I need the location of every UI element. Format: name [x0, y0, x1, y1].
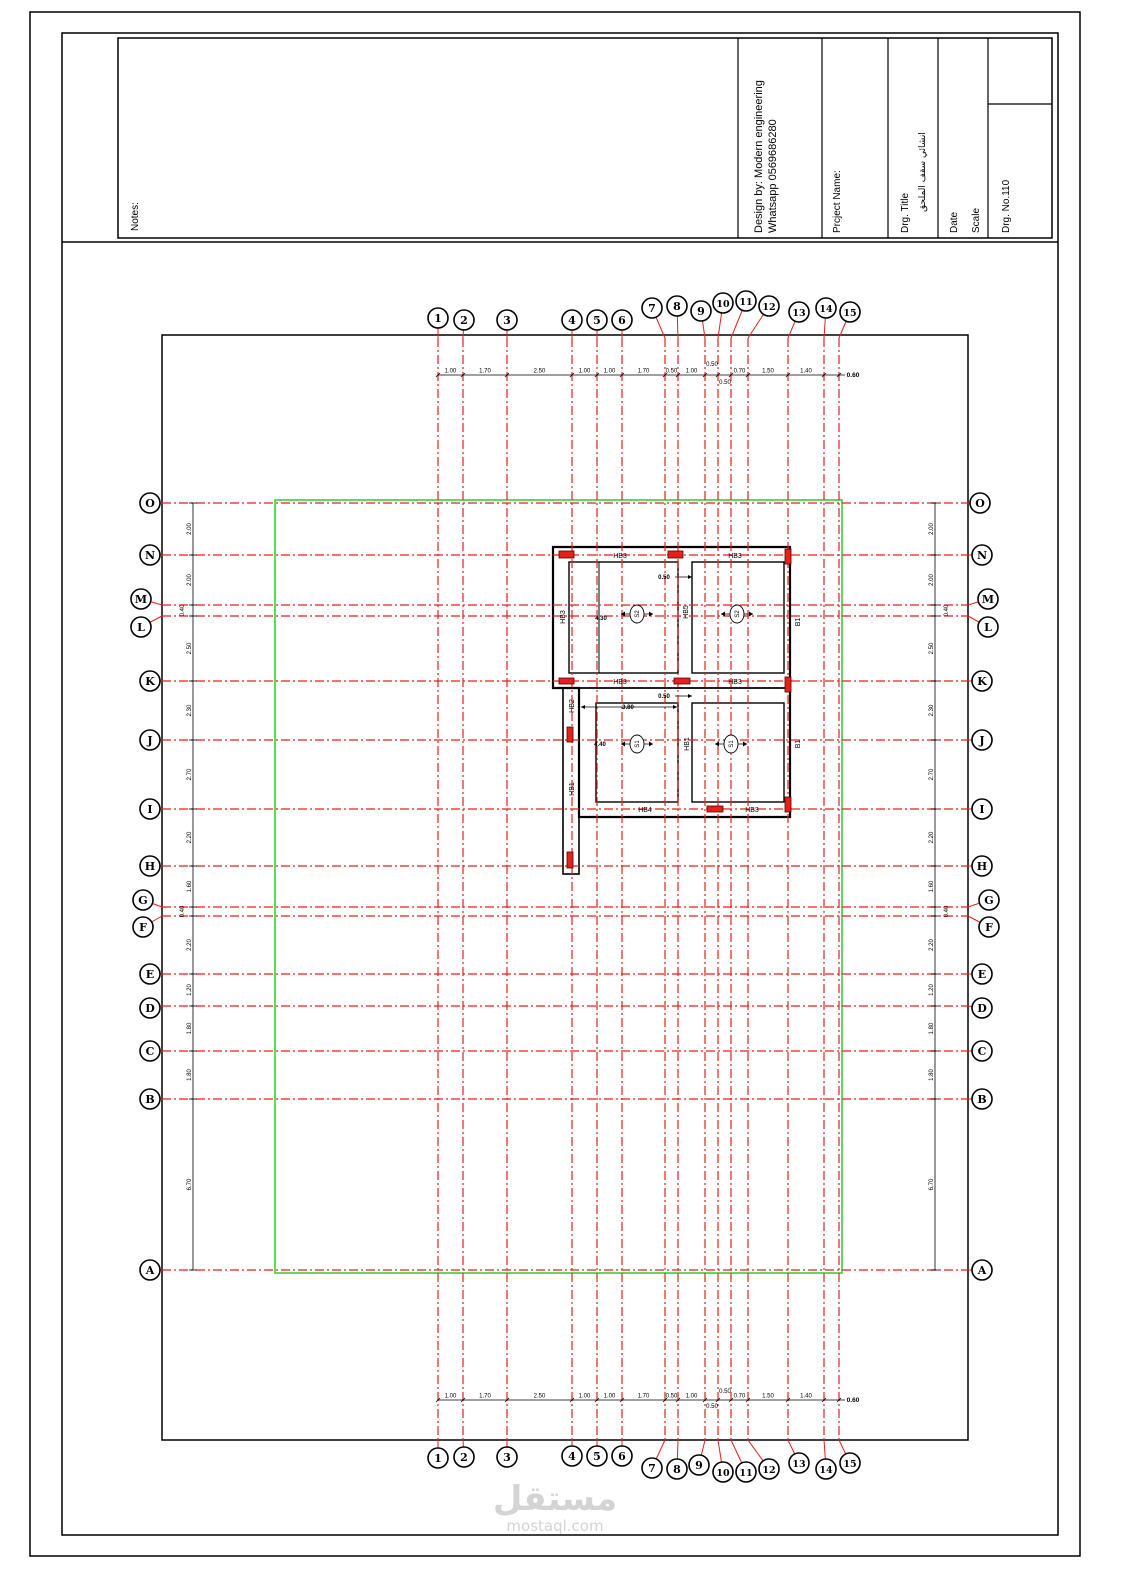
grid-bubble-label: A [145, 1264, 155, 1277]
row-spacing-label-right: 1.20 [929, 984, 935, 996]
row-spacing-label-right: 2.00 [929, 523, 935, 535]
grid-bubble-label: 12 [762, 302, 776, 313]
grid-bubble-label: G [984, 894, 994, 907]
column-spacing-label-bottom: 1.50 [762, 1393, 774, 1400]
beam-label: HB1 [684, 737, 691, 751]
grid-bubble-label: K [145, 675, 155, 688]
beam-label: HB3 [560, 610, 567, 624]
grid-bubble-label: I [979, 803, 985, 816]
beam-label: HB1 [569, 782, 576, 796]
grid-bubble-label: 1 [434, 312, 442, 325]
grid-bubble-col-11-top [736, 291, 756, 311]
column-spacing-label-top: 1.70 [637, 368, 650, 375]
row-spacing-label-left: 1.60 [187, 880, 193, 893]
row-spacing-label-left: 2.00 [187, 574, 193, 586]
row-spacing-label-right: 2.50 [929, 642, 935, 655]
grid-bubble-label: 15 [843, 308, 857, 319]
column [707, 806, 723, 812]
grid-bubble-row-I-left [140, 799, 160, 819]
column-spacing-label-top: 0.60 [846, 372, 860, 379]
grid-bubble-label: H [144, 860, 156, 873]
slab-label: S2 [735, 610, 741, 618]
grid-bubble-label: B [977, 1093, 987, 1106]
grid-bubble-label: K [977, 675, 987, 688]
notes-label: Notes: [130, 202, 141, 231]
column-spacing-label-top: 0.50 [665, 368, 678, 375]
grid-bubble-row-G-right [979, 890, 999, 910]
column-spacing-label-bottom: 1.00 [603, 1393, 616, 1400]
beam-label: HB3 [613, 553, 627, 560]
beam-label: B1 [795, 617, 802, 627]
column [559, 678, 574, 684]
column-spacing-label-top: 1.00 [603, 368, 616, 375]
grid-bubble-label: M [981, 593, 995, 606]
grid-bubble-label: M [134, 593, 148, 606]
internal-dim-label: 0.50 [658, 575, 670, 581]
grid-bubble-row-N-left [140, 545, 160, 565]
grid-bubble-label: 13 [792, 1459, 806, 1470]
scale-label: Scale [971, 207, 982, 233]
grid-bubble-row-M-right [978, 589, 998, 609]
grid-bubble-col-9-top [691, 301, 711, 321]
slab-label: S1 [635, 740, 641, 748]
grid-bubble-label: 14 [819, 304, 833, 315]
grid-bubble-row-J-left [140, 730, 160, 750]
grid-bubble-col-1-top [428, 308, 448, 328]
grid-bubble-row-O-right [970, 493, 990, 513]
row-spacing-label-left: 2.50 [187, 642, 193, 655]
grid-bubble-label: 7 [648, 302, 656, 315]
grid-bubble-row-H-right [972, 856, 992, 876]
grid-bubble-col-4-top [562, 310, 582, 330]
grid-bubble-label: J [979, 734, 985, 747]
grid-bubble-label: 11 [739, 1468, 753, 1479]
internal-dim-label: 0.50 [658, 694, 670, 700]
grid-bubble-label: 5 [593, 314, 601, 327]
beam-label: HB4 [638, 807, 652, 814]
grid-bubble-label: O [145, 497, 155, 510]
column-spacing-label-top: 0.70 [733, 368, 746, 375]
grid-bubble-row-B-right [972, 1089, 992, 1109]
grid-bubble-row-I-right [972, 799, 992, 819]
grid-bubble-row-M-left [131, 589, 151, 609]
design-by-text: Design by: Modern engineering [753, 80, 765, 233]
row-spacing-label-left: 1.20 [187, 984, 193, 996]
beam-label: HB3 [613, 679, 627, 686]
grid-bubble-label: 8 [673, 300, 681, 313]
row-spacing-label-left: 6.70 [187, 1178, 193, 1191]
grid-bubble-col-15-top [840, 302, 860, 322]
grid-bubble-label: 15 [843, 1459, 857, 1470]
grid-bubble-row-A-left [140, 1260, 160, 1280]
whatsapp-text: Whatsapp 0569686280 [767, 119, 779, 233]
grid-bubble-row-L-right [978, 617, 998, 637]
grid-bubble-col-2-top [454, 310, 474, 330]
column-spacing-label-top: 0.50 [719, 380, 731, 386]
row-spacing-label-left: 2.20 [187, 939, 193, 951]
grid-bubble-col-7-bottom [642, 1458, 662, 1478]
grid-bubble-col-13-top [789, 302, 809, 322]
row-spacing-label-left: 2.30 [187, 704, 193, 717]
grid-bubble-label: 3 [503, 314, 511, 327]
grid-bubble-label: D [145, 1002, 155, 1015]
column [785, 549, 791, 564]
row-spacing-label-right: 6.70 [929, 1178, 935, 1191]
grid-bubble-label: 4 [568, 1450, 576, 1463]
grid-bubble-label: 11 [739, 297, 753, 308]
grid-bubble-label: I [147, 803, 153, 816]
grid-bubble-label: 4 [568, 314, 576, 327]
watermark-arabic: مستقل [492, 1479, 618, 1519]
internal-dim-label: 4.40 [594, 742, 606, 748]
grid-bubble-label: 14 [819, 1465, 833, 1476]
grid-bubble-label: E [977, 968, 987, 981]
column [674, 678, 690, 684]
grid-bubble-col-7-top [642, 298, 662, 318]
grid-bubble-label: F [139, 921, 147, 934]
grid-bubble-col-10-top [713, 293, 733, 313]
drawing-title-value: انشائي سقف الملحق [918, 132, 928, 212]
grid-bubble-col-4-bottom [562, 1446, 582, 1466]
row-spacing-label-right: 0.40 [944, 604, 950, 617]
row-spacing-label-left: 2.00 [187, 523, 193, 535]
grid-bubble-label: B [145, 1093, 155, 1106]
internal-dim-label: 4.30 [595, 616, 607, 622]
grid-bubble-col-6-top [612, 310, 632, 330]
grid-bubble-label: C [977, 1045, 987, 1058]
grid-bubble-row-L-left [131, 617, 151, 637]
grid-bubble-label: L [137, 621, 145, 634]
column-spacing-label-bottom: 0.50 [665, 1393, 678, 1400]
beam-label: HB3 [745, 807, 759, 814]
column-spacing-label-bottom: 0.50 [719, 1389, 731, 1395]
grid-bubble-col-5-top [587, 310, 607, 330]
grid-bubble-label: 10 [716, 299, 730, 310]
grid-bubble-label: 9 [697, 305, 705, 318]
grid-bubble-col-12-top [759, 296, 779, 316]
row-spacing-label-left: 2.20 [187, 831, 193, 844]
grid-bubble-row-N-right [972, 545, 992, 565]
grid-bubble-label: A [977, 1264, 987, 1277]
grid-bubble-label: O [975, 497, 985, 510]
column [567, 852, 573, 868]
slab-label: S2 [635, 610, 641, 618]
grid-bubble-col-14-bottom [816, 1459, 836, 1479]
grid-bubble-col-3-bottom [497, 1447, 517, 1467]
grid-bubble-row-D-left [140, 998, 160, 1018]
grid-bubble-col-14-top [816, 298, 836, 318]
grid-bubble-row-O-left [140, 493, 160, 513]
grid-bubble-row-F-right [979, 917, 999, 937]
grid-bubble-col-10-bottom [713, 1462, 733, 1482]
column-spacing-label-bottom: 1.70 [479, 1393, 491, 1400]
row-spacing-label-left: 0.40 [180, 905, 186, 918]
grid-bubble-label: C [145, 1045, 155, 1058]
grid-bubble-label: J [147, 734, 153, 747]
grid-bubble-col-8-bottom [667, 1459, 687, 1479]
column [785, 797, 791, 812]
grid-bubble-label: H [976, 860, 988, 873]
grid-bubble-label: 5 [593, 1450, 601, 1463]
grid-bubble-col-13-bottom [789, 1453, 809, 1473]
row-spacing-label-left: 1.80 [187, 1069, 193, 1081]
row-spacing-label-right: 0.40 [944, 905, 950, 918]
grid-bubble-label: 3 [503, 1451, 511, 1464]
grid-bubble-col-2-bottom [454, 1447, 474, 1467]
column-spacing-label-top: 1.00 [578, 368, 591, 375]
column-spacing-label-bottom: 1.00 [685, 1393, 698, 1400]
grid-bubble-label: 12 [762, 1465, 776, 1476]
grid-bubble-col-3-top [497, 310, 517, 330]
grid-bubble-label: E [145, 968, 155, 981]
row-spacing-label-left: 2.70 [187, 768, 193, 781]
column-spacing-label-top: 1.50 [762, 368, 774, 375]
drawing-title-label: Drg. Title [900, 192, 911, 233]
column-spacing-label-bottom: 1.00 [578, 1393, 591, 1400]
grid-bubble-row-D-right [972, 998, 992, 1018]
internal-dim-label: 3.80 [622, 705, 634, 711]
row-spacing-label-right: 2.20 [929, 831, 935, 844]
grid-bubble-label: 2 [460, 314, 468, 327]
column [668, 551, 683, 558]
row-spacing-label-right: 1.80 [929, 1069, 935, 1081]
grid-bubble-col-6-bottom [612, 1446, 632, 1466]
beam-label: B1 [795, 739, 802, 749]
grid-bubble-col-11-bottom [736, 1462, 756, 1482]
column [567, 727, 573, 742]
grid-bubble-row-H-left [140, 856, 160, 876]
row-spacing-label-right: 2.70 [929, 768, 935, 781]
column [785, 677, 791, 692]
row-spacing-label-right: 2.20 [929, 939, 935, 951]
grid-bubble-row-C-right [972, 1041, 992, 1061]
grid-bubble-row-E-right [972, 964, 992, 984]
column-spacing-label-top: 0.50 [706, 362, 718, 368]
column-spacing-label-bottom: 1.40 [800, 1393, 812, 1400]
row-spacing-label-left: 1.80 [187, 1022, 193, 1035]
grid-bubble-row-K-right [972, 671, 992, 691]
grid-bubble-row-E-left [140, 964, 160, 984]
grid-bubble-row-B-left [140, 1089, 160, 1109]
grid-bubble-col-15-bottom [840, 1453, 860, 1473]
grid-bubble-label: L [984, 621, 992, 634]
grid-bubble-label: 13 [792, 308, 806, 319]
column-spacing-label-bottom: 0.60 [846, 1397, 860, 1404]
grid-bubble-col-9-bottom [689, 1455, 709, 1475]
grid-bubble-label: 9 [695, 1459, 703, 1472]
grid-bubble-label: G [138, 894, 148, 907]
grid-bubble-label: D [977, 1002, 987, 1015]
grid-bubble-col-1-bottom [428, 1448, 448, 1468]
beam-label: HB3 [728, 679, 742, 686]
grid-bubble-row-C-left [140, 1041, 160, 1061]
column-spacing-label-top: 1.00 [685, 368, 698, 375]
column [559, 551, 574, 558]
beam-label: HB3 [728, 553, 742, 560]
row-spacing-label-right: 1.80 [929, 1022, 935, 1035]
grid-bubble-label: 6 [618, 1450, 626, 1463]
watermark-latin: mostaql.com [506, 1517, 604, 1535]
grid-bubble-label: 7 [648, 1462, 656, 1475]
column-spacing-label-bottom: 0.50 [706, 1404, 718, 1410]
grid-bubble-col-8-top [667, 296, 687, 316]
row-spacing-label-right: 1.60 [929, 880, 935, 893]
column-spacing-label-bottom: 1.00 [444, 1393, 457, 1400]
project-name-label: Prcject Name: [832, 170, 843, 233]
grid-bubble-label: N [144, 549, 156, 562]
column-spacing-label-top: 2.50 [533, 368, 546, 375]
grid-bubble-label: N [976, 549, 988, 562]
row-spacing-label-right: 2.00 [929, 574, 935, 586]
row-spacing-label-left: 0.40 [180, 604, 186, 617]
column-spacing-label-bottom: 1.70 [637, 1393, 650, 1400]
grid-bubble-row-A-right [972, 1260, 992, 1280]
grid-bubble-label: 2 [460, 1451, 468, 1464]
column-spacing-label-bottom: 2.50 [533, 1393, 546, 1400]
drawing-number-label: Drg. No.110 [1001, 179, 1012, 233]
grid-bubble-row-K-left [140, 671, 160, 691]
column-spacing-label-top: 1.70 [479, 368, 491, 375]
grid-bubble-row-J-right [972, 730, 992, 750]
column-spacing-label-top: 1.40 [800, 368, 812, 375]
grid-bubble-label: 1 [434, 1452, 442, 1465]
slab-label: S1 [729, 740, 735, 748]
column-spacing-label-bottom: 0.70 [733, 1393, 746, 1400]
beam-label: HB5 [683, 605, 690, 619]
grid-bubble-label: F [985, 921, 993, 934]
grid-bubble-col-5-bottom [587, 1446, 607, 1466]
beam-label: HB2 [569, 699, 576, 713]
column-spacing-label-top: 1.00 [444, 368, 457, 375]
grid-bubble-row-G-left [133, 890, 153, 910]
grid-bubble-label: 8 [673, 1463, 681, 1476]
row-spacing-label-right: 2.30 [929, 704, 935, 717]
grid-bubble-label: 10 [716, 1468, 730, 1479]
date-label: Date [949, 211, 960, 233]
grid-bubble-col-12-bottom [759, 1459, 779, 1479]
grid-bubble-label: 6 [618, 314, 626, 327]
watermark [493, 1479, 617, 1535]
grid-bubble-row-F-left [133, 917, 153, 937]
